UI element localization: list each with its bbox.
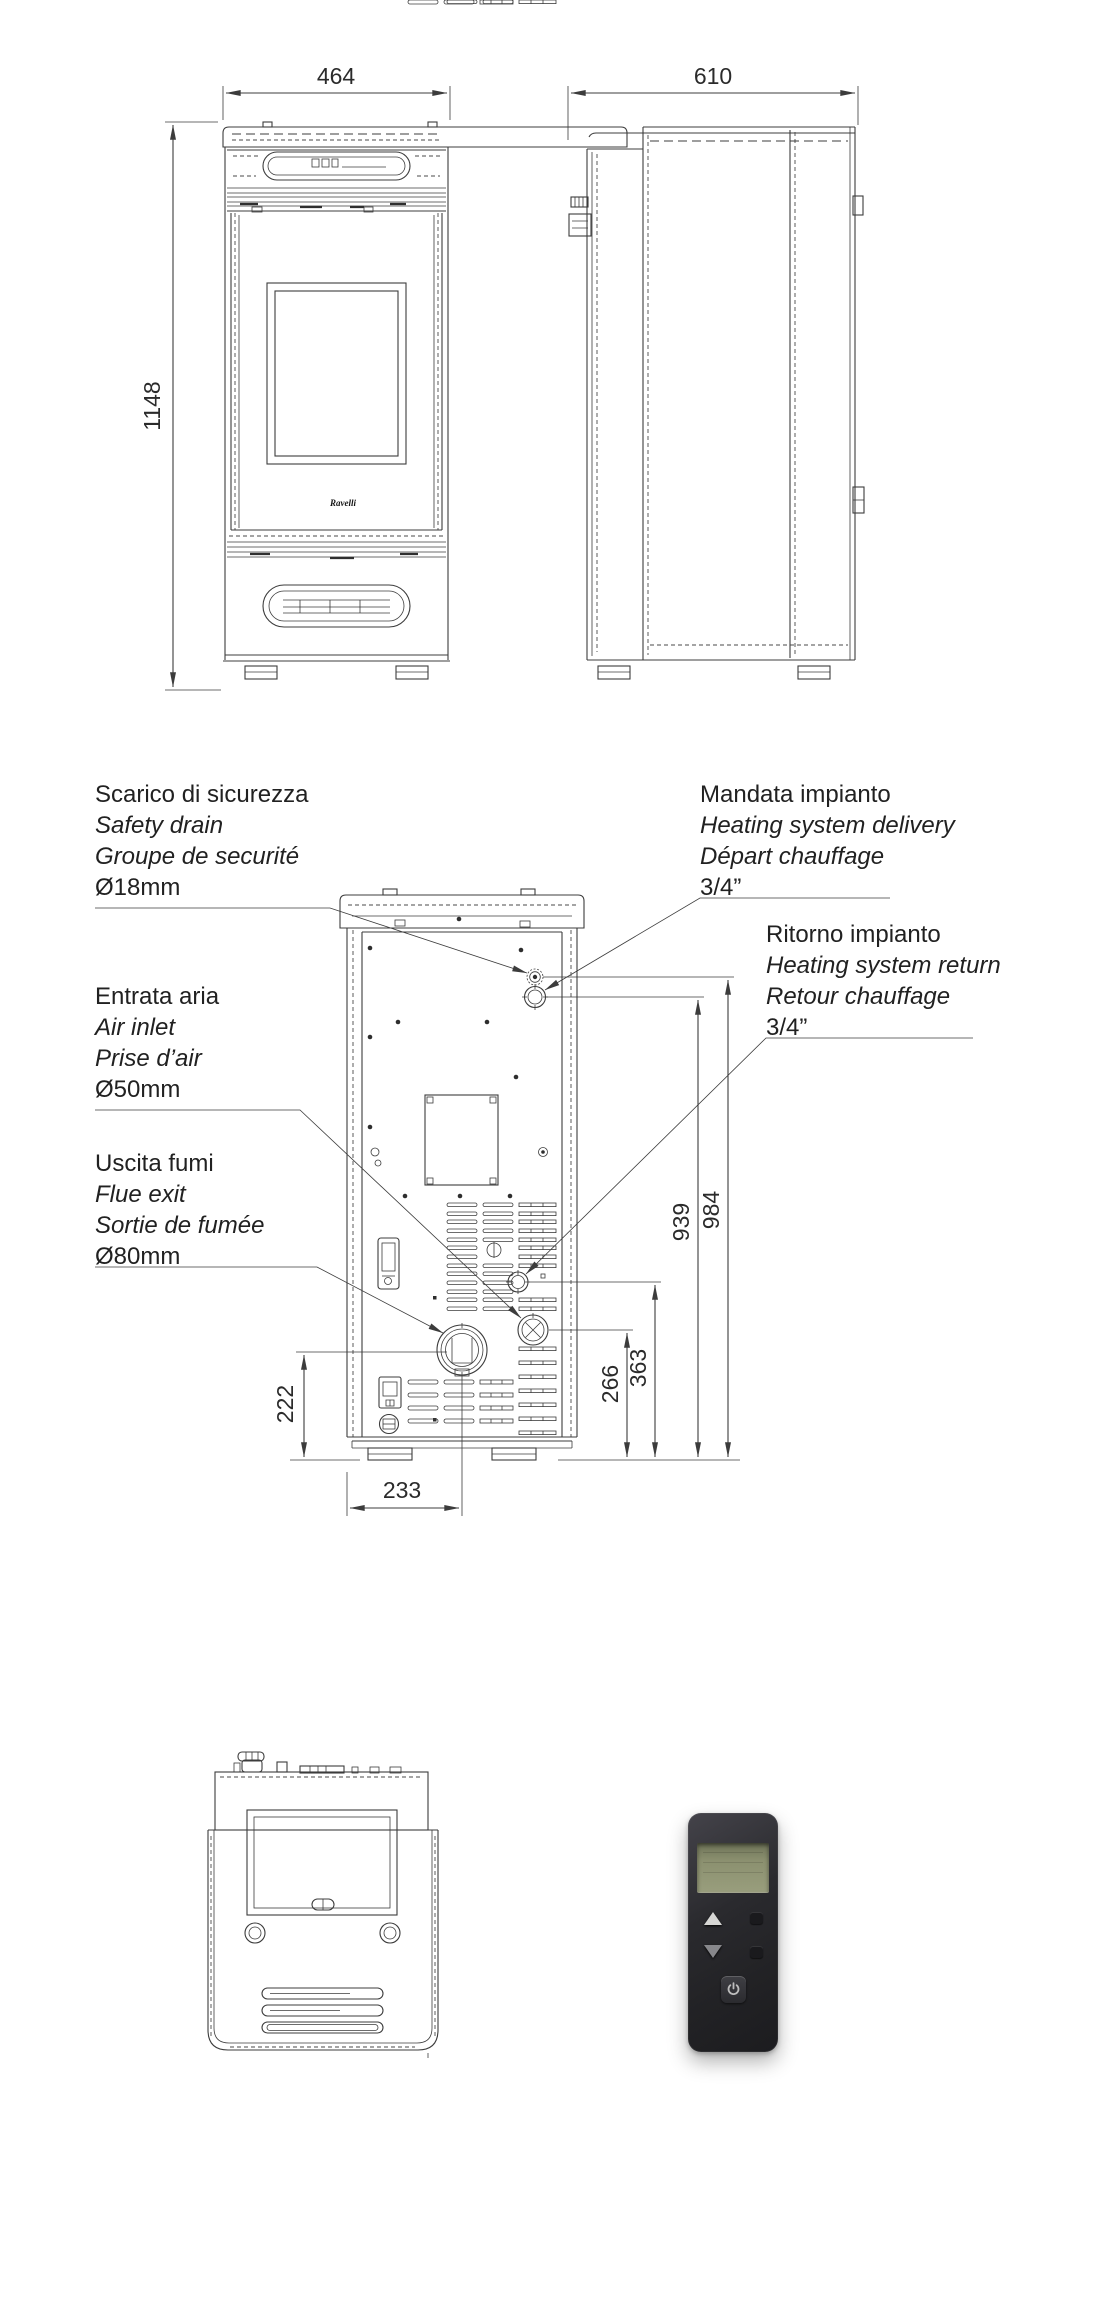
rear-view [95,0,973,1516]
safety-drain-fitting [527,969,543,985]
delivery-note [700,779,955,903]
remote-lcd-screen [697,1843,769,1893]
lower-vent-grid [408,0,556,1435]
note-line: Uscita fumi [95,1150,214,1177]
return-leader [526,1038,973,1274]
side-view [568,63,864,679]
return-note [766,919,1001,1043]
power-icon [726,1982,741,1997]
remote-control [688,1813,778,2052]
note-line: Ritorno impianto [766,921,941,948]
flue-exit-leader [95,1267,443,1333]
power-switch [379,1377,401,1408]
note-line: Flue exit [95,1181,186,1208]
note-line: 3/4” [700,874,742,901]
note-line: Heating system return [766,952,1001,979]
note-line: Ø50mm [95,1076,181,1103]
flue-exit-pipe [437,1323,487,1377]
brand-logo: Ravelli [330,498,356,508]
delivery-fitting [522,984,548,1010]
return-height-dim: 363 [625,1348,651,1388]
flue-offset-dim: 233 [382,1477,422,1503]
front-view [139,63,627,690]
safety-drain-leader [95,908,527,973]
safety-drain-note [95,779,308,903]
up-arrow-button-icon [704,1912,722,1925]
set-button [750,1946,763,1958]
delivery-height-dim: 939 [668,1202,694,1242]
note-line: Groupe de securité [95,843,300,870]
note-line: 3/4” [766,1014,808,1041]
note-line: Ø18mm [95,874,181,901]
power-socket [380,1415,399,1434]
top-view [208,1752,438,2058]
note-line: Sortie de fumée [95,1212,265,1239]
note-line: Ø80mm [95,1243,181,1270]
menu-button [750,1912,763,1924]
safety-drain-height-dim: 984 [698,1190,724,1230]
note-line: Départ chauffage [700,843,885,870]
air-inlet-height-dim: 266 [597,1364,623,1404]
note-line: Retour chauffage [766,983,951,1010]
flue-height-dim: 222 [272,1384,298,1424]
side-depth-dim: 610 [693,63,733,89]
note-line: Entrata aria [95,983,220,1010]
air-inlet-opening [518,1313,548,1345]
note-line: Heating system delivery [700,812,955,839]
air-inlet-note [95,981,219,1105]
note-line: Air inlet [95,1014,176,1041]
front-width-dim: 464 [316,63,356,89]
flue-exit-note [95,1148,264,1272]
note-line: Prise d’air [95,1045,202,1072]
note-line: Safety drain [95,812,224,839]
note-line: Mandata impianto [700,781,891,808]
down-arrow-button-icon [704,1945,722,1958]
note-line: Scarico di sicurezza [95,781,309,808]
front-height-dim: 1148 [139,381,165,431]
power-button [721,1976,746,2003]
upper-vent-grid [447,0,556,1311]
